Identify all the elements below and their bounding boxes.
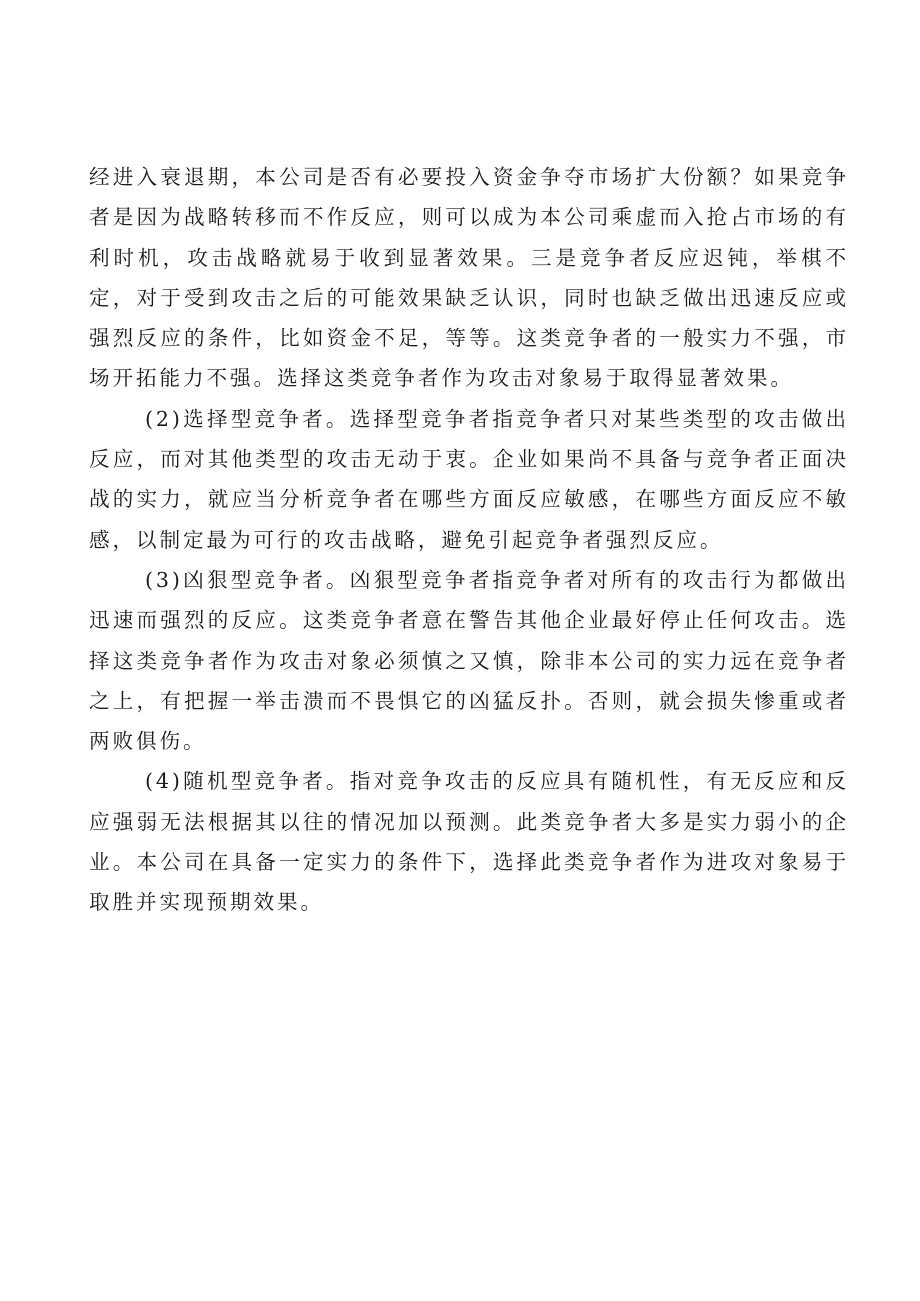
- paragraph-continued: 经进入衰退期，本公司是否有必要投入资金争夺市场扩大份额？如果竞争者是因为战略转移而不作反应，则可以成为本公司乘虚而入抢占市场的有利时机，攻击战略就易于收到显著效果。三是竞争者反应迟钝，举棋不定，对于受到攻击之后的可能效果缺乏认识，同时也缺乏做出迅速反应或强烈反应的条件，比如资金不足，等等。这类竞争者的一般实力不强，市场开拓能力不强。选择这类竞争者作为攻击对象易于取得显著效果。: [89, 165, 849, 391]
- paragraph-random-competitor: (4)随机型竞争者。指对竞争攻击的反应具有随机性，有无反应和反应强弱无法根据其以往的情况加以预测。此类竞争者大多是实力弱小的企业。本公司在具备一定实力的条件下，选择此类竞争者作为进攻对象易于取胜并实现预期效果。: [89, 769, 849, 915]
- document-body: [89, 157, 849, 923]
- paragraph-selective-competitor: (2)选择型竞争者。选择型竞争者指竞争者只对某些类型的攻击做出反应，而对其他类型的攻击无动于衷。企业如果尚不具备与竞争者正面决战的实力，就应当分析竞争者在哪些方面反应敏感，在哪些方面反应不敏感，以制定最为可行的攻击战略，避免引起竞争者强烈反应。: [89, 406, 849, 552]
- paragraph-fierce-competitor: (3)凶狠型竞争者。凶狠型竞争者指竞争者对所有的攻击行为都做出迅速而强烈的反应。这类竞争者意在警告其他企业最好停止任何攻击。选择这类竞争者作为攻击对象必须慎之又慎，除非本公司的实力远在竞争者之上，有把握一举击溃而不畏惧它的凶猛反扑。否则，就会损失惨重或者两败俱伤。: [89, 567, 849, 754]
